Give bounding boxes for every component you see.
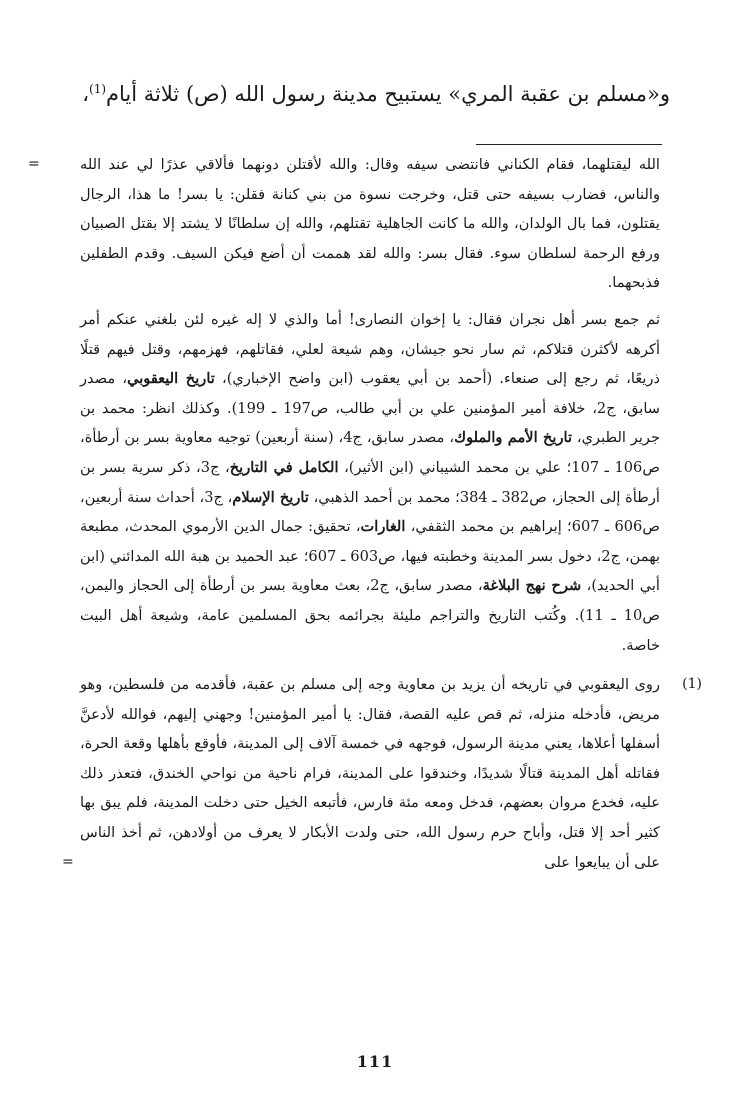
continuation-marker: = [28, 156, 40, 172]
footnotes-section [28, 150, 702, 887]
text-run: ، مصدر سابق، ج2، خلافة أمير المؤمنين علي بن أبي طالب، ص197 ـ 199). وكذلك انظر: محمد بن جرير الطبري، [80, 370, 660, 447]
text-run: ، مصدر سابق، ج2، بعث معاوية بسر بن أرطأة إلى الحجاز واليمن، ص10 ـ 11). وكُتب التاريخ والتراجم مليئة بجرائمه بحق المسلمين عامة، وشيعة أهل البيت خاصة. [80, 577, 660, 654]
continuation-paragraphs [80, 150, 660, 660]
book-title: تاريخ اليعقوبي [127, 370, 215, 388]
footnote-number: (1) [682, 676, 702, 693]
footnote-reference: (1) [89, 82, 107, 96]
book-title: تاريخ الأمم والملوك [454, 429, 573, 447]
footnote-1-text: روى اليعقوبي في تاريخه أن يزيد بن معاوية وجه إلى مسلم بن عقبة، فأقدمه من فلسطين، وهو مريض، فأدخله منزله، ثم قص عليه القصة، فقال: يا أمير المؤمنين! وجهني إليهم، فوالله لأدعنَّ أسفلها أعلاها، يعني مدينة الرسول، فوجهه في خمسة آلاف إلى المدينة، فأوقع بأهلها وقعة الحرة، فقاتله أهل المدينة قتالًا شديدًا، وخندقوا على المدينة، فرام ناحية من نواحي الخندق، فتعذر ذلك عليه، فخدع مروان بعضهم، فدخل ومعه مئة فارس، فأتبعه الخيل حتى دخلت المدينة، فلم يبق بها كثير أحد إلا قتل، وأباح حرم رسول الله، حتى ولدت الأبكار لا يعرف من أولادهن، ثم أخذ الناس على أن يبايعوا على [80, 676, 660, 871]
book-title: شرح نهج البلاغة [482, 577, 582, 595]
book-title: الكامل في التاريخ [229, 458, 339, 476]
text-run: ، ج3، ذكر سرية بسر بن أرطأة إلى الحجاز، ص382 ـ 384؛ محمد بن أحمد الذهبي، [80, 458, 660, 506]
main-text: و«مسلم بن عقبة المري» يستبيح مدينة رسول الله (ص) ثلاثة أيام [106, 82, 670, 106]
main-text-line [70, 74, 670, 109]
book-title: تاريخ الإسلام [232, 488, 309, 506]
continuation-paragraph [80, 305, 660, 660]
main-text-trailing: ، [82, 82, 90, 106]
text-run: الله ليقتلهما، فقام الكناني فانتضى سيفه وقال: والله لأقتلن دونهما فألاقي عذرًا لي عند الله والناس، فضارب بسيفه حتى قتل، وخرجت نسوة من بني كنانة فقلن: يا بسر! ما هذا، الرجال يقتلون، فما بال الولدان، والله ما كانت الجاهلية تقتلهم، والله إن سلطانًا لا يشتد إلا بقتل الصبيان ورفع الرحمة لسلطان سوء. فقال بسر: والله لقد هممت أن أضع فيكن السيف. وقدم الطفلين فذبحهما. [80, 156, 660, 292]
text-run: ، مصدر سابق، ج4، (سنة أربعين) توجيه معاوية بسر بن أرطأة، ص106 ـ 107؛ علي بن محمد الشيباني (ابن الأثير)، [80, 429, 660, 476]
page-number: 111 [356, 1052, 394, 1071]
text-run: ثم جمع بسر أهل نجران فقال: يا إخوان النصارى! أما والذي لا إله غيره لئن بلغني عنكم أمر أكرهه لأكثرن قتلاكم، ثم سار نحو جيشان، وهم شيعة لعلي، فقاتلهم، فهزمهم، وقتل فيهم قتلًا ذريعًا، ثم رجع إلى صنعاء. (أحمد بن أبي يعقوب (ابن واضح الإخباري)، [80, 310, 660, 388]
continues-next-page-marker: = [62, 853, 74, 870]
book-title: الغارات [360, 518, 406, 536]
footnote-separator [476, 144, 662, 145]
text-run: ، ج3، أحداث سنة أربعين، ص606 ـ 607؛ إبراهيم بن محمد الثقفي، [80, 488, 660, 536]
footnote-continuation [28, 150, 661, 660]
continuation-paragraph [80, 150, 660, 298]
footnote-1 [62, 670, 702, 877]
text-run: ، تحقيق: جمال الدين الأرموي المحدث، مطبعة بهمن، ج2، دخول بسر المدينة وخطبته فيها، ص603 ـ 607؛ عبد الحميد بن هبة الله المدائني (ابن أبي الحديد)، [80, 518, 661, 595]
